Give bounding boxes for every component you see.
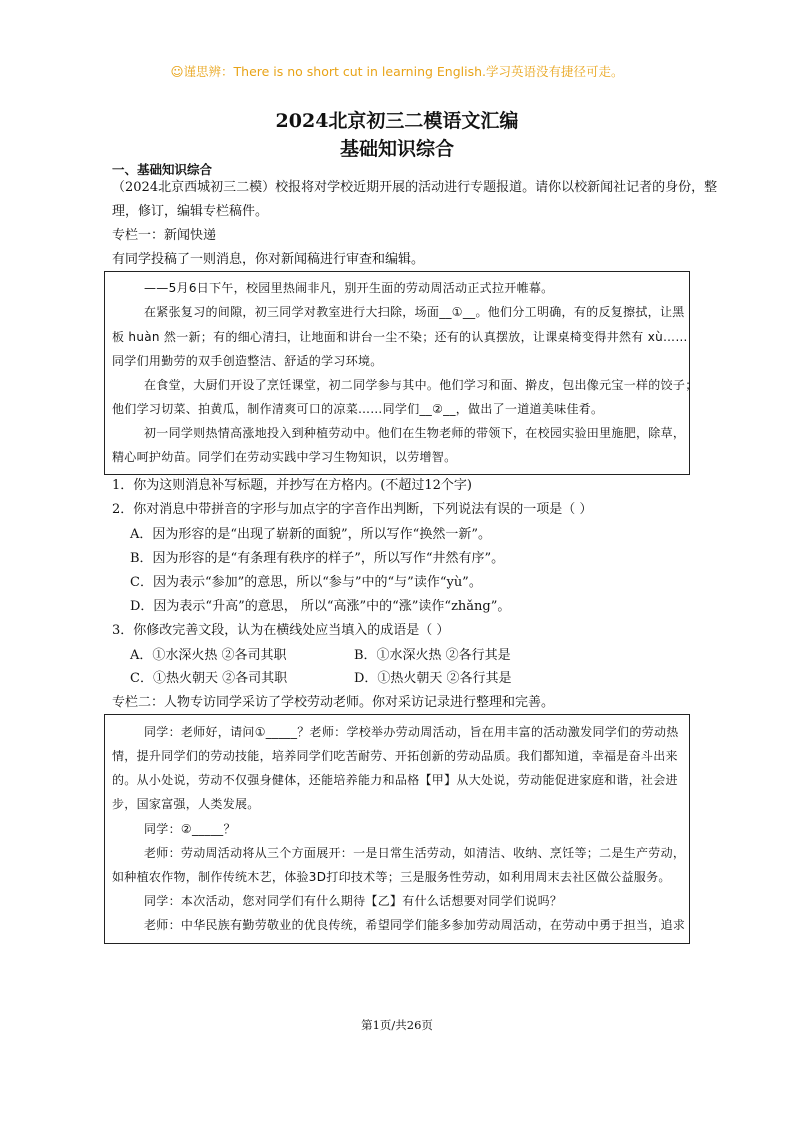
interview-line: 老师：劳动周活动将从三个方面展开：一是日常生活劳动，如清洁、收纳、烹饪等；二是生产劳动，: [144, 846, 686, 860]
question-1: 1．你为这则消息补写标题，并抄写在方格内。(不超过12个字): [112, 478, 472, 493]
option-a: A．因为形容的是“出现了崭新的面貌”，所以写作“换然一新”。: [130, 527, 491, 542]
option-a: A．①水深火热 ②各司其职: [130, 648, 287, 663]
news-line: ——5月6日下午，校园里热闹非凡，别开生面的劳动周活动正式拉开帷幕。: [144, 281, 554, 295]
page-number: 第1页/共26页: [361, 1018, 433, 1032]
interview-line: 步，国家富强，人类发展。: [112, 797, 260, 811]
interview-line: 如种植农作物，制作传统木艺，体验3D打印技术等；三是服务性劳动，如利用周末去社区做公益服务。: [112, 870, 671, 884]
news-line: 初一同学则热情高涨地投入到种植劳动中。他们在生物老师的带领下，在校园实验田里施肥，除草，: [144, 426, 686, 440]
column-one-desc: 有同学投稿了一则消息，你对新闻稿进行审查和编辑。: [112, 252, 425, 267]
interview-line: 同学：本次活动，您对同学们有什么期待【乙】有什么话想要对同学们说吗？: [144, 894, 563, 908]
interview-line: 老师：中华民族有勤劳敬业的优良传统，希望同学们能多参加劳动周活动，在劳动中勇于担当，追求: [144, 918, 686, 932]
news-line: 在紧张复习的间隙，初三同学对教室进行大扫除，场面__①__。他们分工明确，有的反复擦拭，让黑: [144, 305, 685, 319]
option-b: B．因为形容的是“有条理有秩序的样子”，所以写作“井然有序”。: [130, 551, 505, 566]
document-title: 2024北京初三二模语文汇编: [275, 110, 519, 132]
interview-line: 的。从小处说，劳动不仅强身健体，还能培养能力和品格【甲】从大处说，劳动能促进家庭和谐，社会进: [112, 773, 678, 787]
page-header-motto: ☺谨思辨：There is no short cut in learning English.学习英语没有捷径可走。: [170, 64, 624, 79]
news-line: 他们学习切菜、拍黄瓜，制作清爽可口的凉菜……同学们__②__，做出了一道道美味佳肴。: [112, 402, 604, 416]
interview-line: 情，提升同学们的劳动技能，培养同学们吃苦耐劳、开拓创新的劳动品质。我们都知道，幸福是奋斗出来: [112, 749, 678, 763]
news-box: [104, 271, 690, 475]
option-c: C．①热火朝天 ②各司其职: [130, 671, 288, 686]
news-line: 在食堂，大厨们开设了烹饪课堂，初二同学参与其中。他们学习和面、擀皮，包出像元宝一样的饺子；: [144, 378, 698, 392]
column-two-title: 专栏二：人物专访同学采访了学校劳动老师。你对采访记录进行整理和完善。: [112, 695, 555, 710]
column-one-title: 专栏一：新闻快递: [112, 228, 217, 243]
question-2: 2．你对消息中带拼音的字形与加点字的字音作出判断，下列说法有误的一项是（ ）: [112, 502, 593, 517]
interview-line: 同学：老师好，请问①_____？老师：学校举办劳动周活动，旨在用丰富的活动激发同学们的劳动热: [144, 725, 679, 739]
option-c: C．因为表示“参加”的意思，所以“参与”中的“与”读作“yù”。: [130, 575, 482, 590]
option-d: D．①热火朝天 ②各行其是: [354, 671, 512, 686]
document-subtitle: 基础知识综合: [339, 138, 454, 160]
option-d: D．因为表示“升高”的意思， 所以“高涨”中的“涨”读作“zhǎng”。: [130, 599, 511, 614]
news-line: 板 huàn 然一新；有的细心清扫，让地面和讲台一尘不染；还有的认真摆放，让课桌椅变得井然有 xù……: [112, 330, 688, 344]
news-line: 精心呵护幼苗。同学们在劳动实践中学习生物知识，以劳增智。: [112, 450, 457, 464]
section-heading: 一、基础知识综合: [112, 162, 213, 177]
news-line: 同学们用勤劳的双手创造整洁、舒适的学习环境。: [112, 354, 383, 368]
intro-text: 理，修订，编辑专栏稿件。: [112, 204, 269, 219]
intro-text: （2024北京西城初三二模）校报将对学校近期开展的活动进行专题报道。请你以校新闻社记者的身份，整: [112, 180, 718, 195]
question-3: 3．你修改完善文段，认为在横线处应当填入的成语是（ ）: [112, 623, 450, 638]
interview-line: 同学：②_____？: [144, 822, 236, 836]
option-b: B．①水深火热 ②各行其是: [354, 648, 511, 663]
